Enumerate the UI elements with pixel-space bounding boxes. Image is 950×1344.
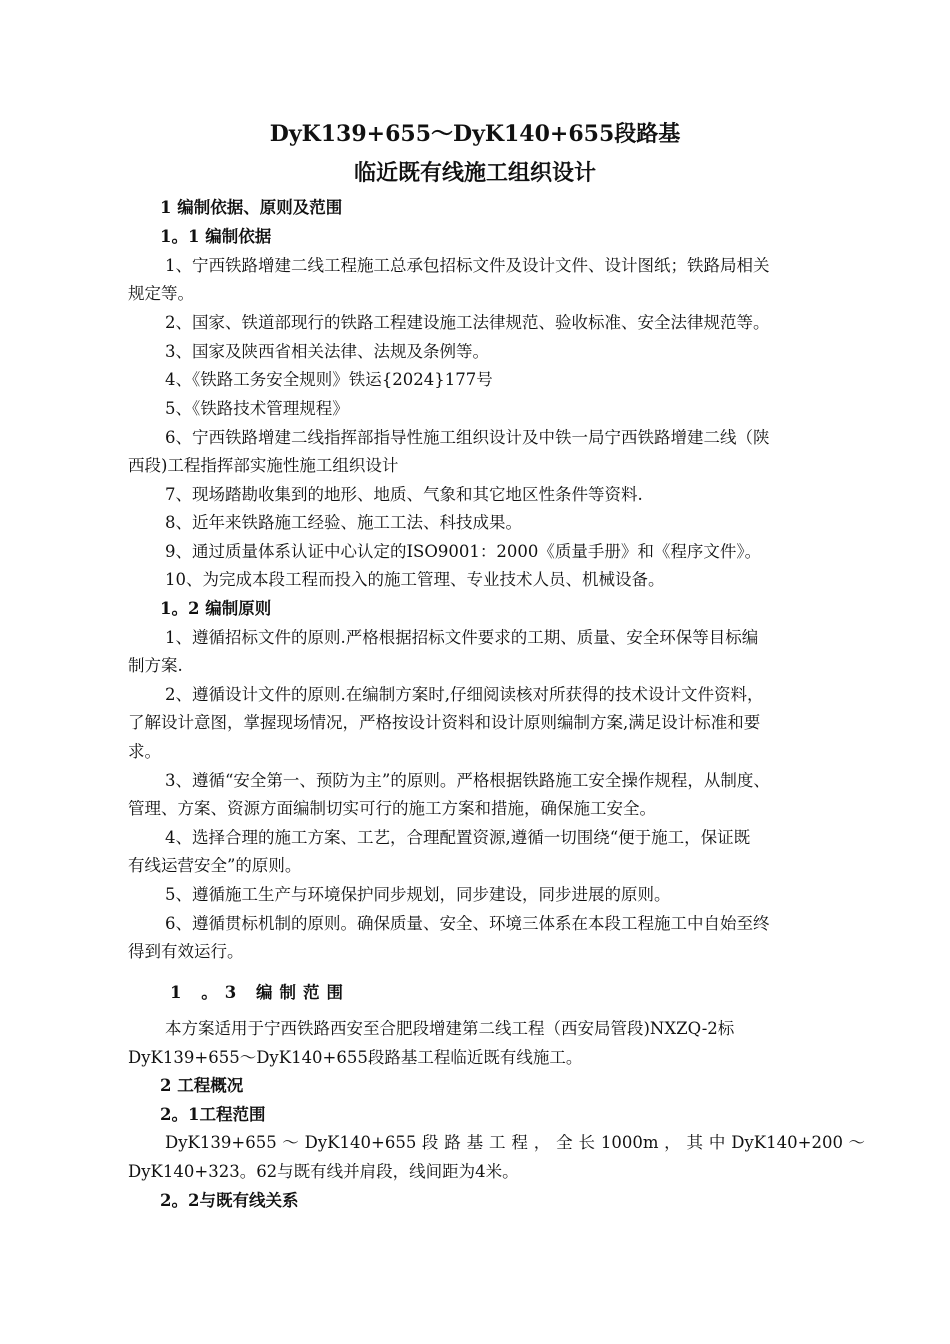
paragraph-line: 4、《铁路工务安全规则》铁运{2024}177号 <box>165 370 493 389</box>
paragraph-line: 1、宁西铁路增建二线工程施工总承包招标文件及设计文件、设计图纸；铁路局相关 <box>165 256 770 275</box>
paragraph-line: 制方案. <box>128 656 183 675</box>
paragraph-line: 8、近年来铁路施工经验、施工工法、科技成果。 <box>165 513 522 532</box>
paragraph-line: 本方案适用于宁西铁路西安至合肥段增建第二线工程（西安局管段)NXZQ-2标 <box>165 1019 735 1038</box>
subsection-heading: 1。2 编制原则 <box>160 599 272 618</box>
paragraph-line: 得到有效运行。 <box>128 942 244 961</box>
paragraph-line: 3、遵循“安全第一、预防为主”的原则。严格根据铁路施工安全操作规程，从制度、 <box>165 771 770 790</box>
paragraph-line: 了解设计意图，掌握现场情况，严格按设计资料和设计原则编制方案,满足设计标准和要 <box>128 713 761 732</box>
paragraph-line: DyK139+655 ～ DyK140+655 段 路 基 工 程 ， 全 长 1000m ， 其 中 DyK140+200 ～ <box>165 1133 865 1152</box>
document-title-line-1: DyK139+655～DyK140+655段路基 <box>269 121 681 147</box>
section-heading: 1 编制依据、原则及范围 <box>160 198 343 217</box>
paragraph-line: 6、宁西铁路增建二线指挥部指导性施工组织设计及中铁一局宁西铁路增建二线（陕 <box>165 428 770 447</box>
document-title-line-2: 临近既有线施工组织设计 <box>353 160 596 186</box>
paragraph-line: 10、为完成本段工程而投入的施工管理、专业技术人员、机械设备。 <box>165 570 665 589</box>
paragraph-line: 2、遵循设计文件的原则.在编制方案时,仔细阅读核对所获得的技术设计文件资料， <box>165 685 764 704</box>
subsection-heading: 1 。3 编制范围 <box>170 983 350 1002</box>
subsection-heading: 2。1工程范围 <box>160 1105 266 1124</box>
paragraph-line: 求。 <box>128 742 161 761</box>
paragraph-line: 7、现场踏勘收集到的地形、地质、气象和其它地区性条件等资料. <box>165 485 643 504</box>
subsection-heading: 2。2与既有线关系 <box>160 1191 299 1210</box>
paragraph-line: 5、《铁路技术管理规程》 <box>165 399 349 418</box>
paragraph-line: 6、遵循贯标机制的原则。确保质量、安全、环境三体系在本段工程施工中自始至终 <box>165 914 770 933</box>
section-heading: 2 工程概况 <box>160 1076 244 1095</box>
paragraph-line: 西段)工程指挥部实施性施工组织设计 <box>128 456 399 475</box>
paragraph-line: DyK140+323。62与既有线并肩段，线间距为4米。 <box>128 1162 519 1181</box>
paragraph-line: 规定等。 <box>128 284 194 303</box>
paragraph-line: 1、遵循招标文件的原则.严格根据招标文件要求的工期、质量、安全环保等目标编 <box>165 628 759 647</box>
paragraph-line: 2、国家、铁道部现行的铁路工程建设施工法律规范、验收标准、安全法律规范等。 <box>165 313 770 332</box>
subsection-heading: 1。1 编制依据 <box>160 227 272 246</box>
paragraph-line: 管理、方案、资源方面编制切实可行的施工方案和措施，确保施工安全。 <box>128 799 656 818</box>
paragraph-line: 5、遵循施工生产与环境保护同步规划，同步建设，同步进展的原则。 <box>165 885 671 904</box>
paragraph-line: 3、国家及陕西省相关法律、法规及条例等。 <box>165 342 489 361</box>
paragraph-line: DyK139+655～DyK140+655段路基工程临近既有线施工。 <box>128 1048 583 1067</box>
paragraph-line: 4、选择合理的施工方案、工艺，合理配置资源,遵循一切围绕“便于施工，保证既 <box>165 828 751 847</box>
paragraph-line: 9、通过质量体系认证中心认定的ISO9001：2000《质量手册》和《程序文件》。 <box>165 542 762 561</box>
paragraph-line: 有线运营安全”的原则。 <box>128 856 302 875</box>
